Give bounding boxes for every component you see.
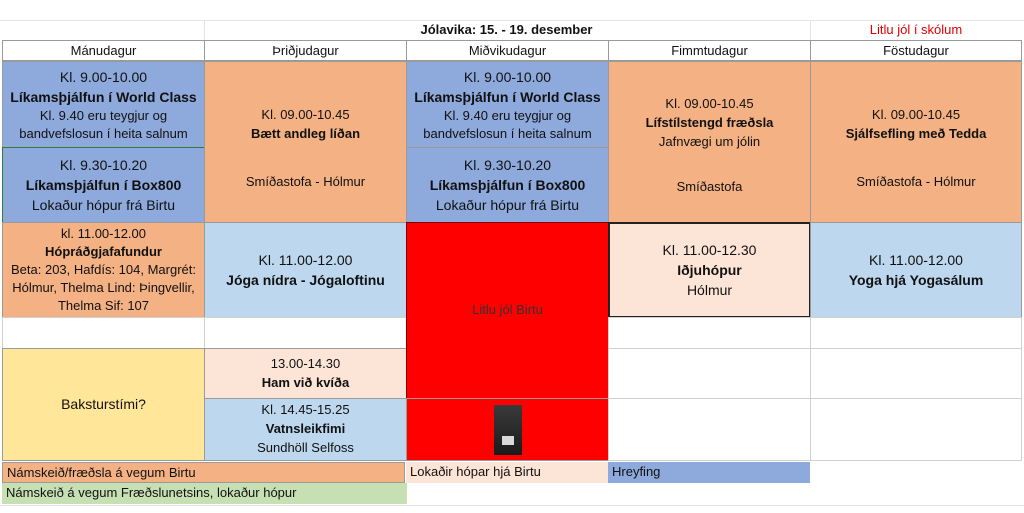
- mon-box800-cell[interactable]: [2, 147, 205, 223]
- event-note: Jafnvægi um jólin: [658, 134, 761, 149]
- wed-christmas-image-cell[interactable]: [406, 398, 609, 461]
- wed-box800-cell[interactable]: [406, 147, 609, 223]
- event-time: Kl. 14.45-15.25: [261, 402, 350, 418]
- event-name: Yoga hjá Yogasálum: [848, 272, 984, 288]
- tue-water-aerobics-cell[interactable]: [204, 398, 407, 461]
- tue-mental-wellbeing-cell[interactable]: [204, 61, 407, 223]
- event-place: Sundhöll Selfoss: [257, 439, 354, 455]
- header-friday[interactable]: Föstudagur: [810, 40, 1022, 61]
- event-time: Kl. 11.00-12.00: [258, 251, 353, 268]
- thu-lifestyle-cell[interactable]: [608, 61, 811, 223]
- christmas-gift-image: [494, 405, 522, 455]
- legend-fraedslunet: Námskeið á vegum Fræðslunetsins, lokaður hópur: [2, 483, 407, 504]
- mon-group-meeting-cell[interactable]: [2, 222, 205, 318]
- event-time: Kl. 11.00-12.30: [662, 241, 757, 258]
- empty-cell[interactable]: [204, 317, 407, 349]
- header-wednesday[interactable]: Miðvikudagur: [406, 40, 609, 61]
- fri-self-empowerment-cell[interactable]: [810, 61, 1022, 223]
- event-place: Hólmur: [686, 282, 733, 299]
- event-name: Líkamsþjálfun í Box800: [25, 176, 182, 193]
- legend-closed-groups: Lokaðir hópar hjá Birtu: [406, 462, 608, 483]
- event-name: Ham við kvíða: [261, 374, 350, 390]
- empty-cell[interactable]: [2, 317, 205, 349]
- event-name: Lífstílstengd fræðsla: [645, 115, 774, 131]
- event-note: Lokaður hópur frá Birtu: [435, 197, 580, 214]
- event-name: Litlu jól Birtu: [472, 302, 543, 318]
- empty-cell[interactable]: [810, 398, 1022, 461]
- event-place: Smíðastofa: [676, 178, 743, 194]
- grid-line: [0, 505, 1024, 506]
- event-time: Kl. 9.30-10.20: [59, 156, 148, 173]
- event-time: Kl. 09.00-10.45: [665, 96, 754, 112]
- event-name: Líkamsþjálfun í World Class: [414, 88, 601, 105]
- event-time: Kl. 9.00-10.00: [59, 68, 148, 85]
- event-note: Kl. 9.40 eru teygjur og bandvefslosun í heita salnum: [423, 108, 592, 141]
- event-time: Kl. 11.00-12.00: [869, 251, 963, 268]
- event-place: Smíðastofa - Hólmur: [856, 174, 976, 190]
- event-time: Kl. 09.00-10.45: [871, 106, 961, 122]
- event-name: Jóga nídra - Jógaloftinu: [226, 272, 385, 288]
- event-note: Kl. 9.40 eru teygjur og bandvefslosun í heita salnum: [19, 108, 188, 141]
- event-note: Beta: 203, Hafdís: 104, Margrét: Hólmur, Thelma Lind: Þingvellir, Thelma Sif: 107: [11, 261, 196, 314]
- event-place: Smíðastofa - Hólmur: [245, 174, 366, 190]
- thu-occupation-group-cell[interactable]: [608, 222, 811, 318]
- event-time: Kl. 9.00-10.00: [463, 68, 552, 85]
- school-christmas-note: Litlu jól í skólum: [869, 22, 963, 37]
- legend-birtu-courses: Námskeið/fræðsla á vegum Birtu: [2, 462, 405, 483]
- grid-line: [204, 20, 205, 40]
- empty-cell[interactable]: [810, 317, 1022, 349]
- tue-anxiety-cell[interactable]: [204, 348, 407, 399]
- tue-yoga-nidra-cell[interactable]: [204, 222, 407, 318]
- empty-cell[interactable]: [608, 348, 811, 399]
- event-note: Lokaður hópur frá Birtu: [31, 197, 176, 214]
- event-time: kl. 11.00-12.00: [60, 225, 147, 241]
- event-name: Iðjuhópur: [677, 261, 742, 278]
- event-time: Kl. 09.00-10.45: [261, 106, 350, 122]
- legend-movement: Hreyfing: [608, 462, 810, 483]
- wed-world-class-cell[interactable]: [406, 61, 609, 148]
- event-name: Bætt andleg líðan: [250, 125, 361, 141]
- mon-baking-cell[interactable]: [2, 348, 205, 461]
- empty-cell[interactable]: [810, 348, 1022, 399]
- event-name: Sjálfsefling með Tedda: [845, 125, 987, 141]
- header-tuesday[interactable]: Þriðjudagur: [204, 40, 407, 61]
- event-name: Baksturstími?: [61, 396, 146, 413]
- event-name: Líkamsþjálfun í World Class: [10, 88, 197, 105]
- event-name: Hópráðgjafafundur: [45, 243, 162, 259]
- header-monday[interactable]: Mánudagur: [2, 40, 205, 61]
- week-title: Jólavika: 15. - 19. desember: [420, 22, 593, 37]
- empty-cell[interactable]: [608, 317, 811, 349]
- empty-cell[interactable]: [608, 398, 811, 461]
- event-name: Líkamsþjálfun í Box800: [429, 176, 586, 193]
- mon-world-class-cell[interactable]: [2, 61, 205, 148]
- fri-yoga-cell[interactable]: [810, 222, 1022, 318]
- event-name: Vatnsleikfimi: [265, 421, 346, 437]
- event-time: 13.00-14.30: [270, 355, 341, 371]
- header-thursday[interactable]: Fimmtudagur: [608, 40, 811, 61]
- wed-christmas-cell[interactable]: [406, 222, 609, 399]
- event-time: Kl. 9.30-10.20: [463, 156, 552, 173]
